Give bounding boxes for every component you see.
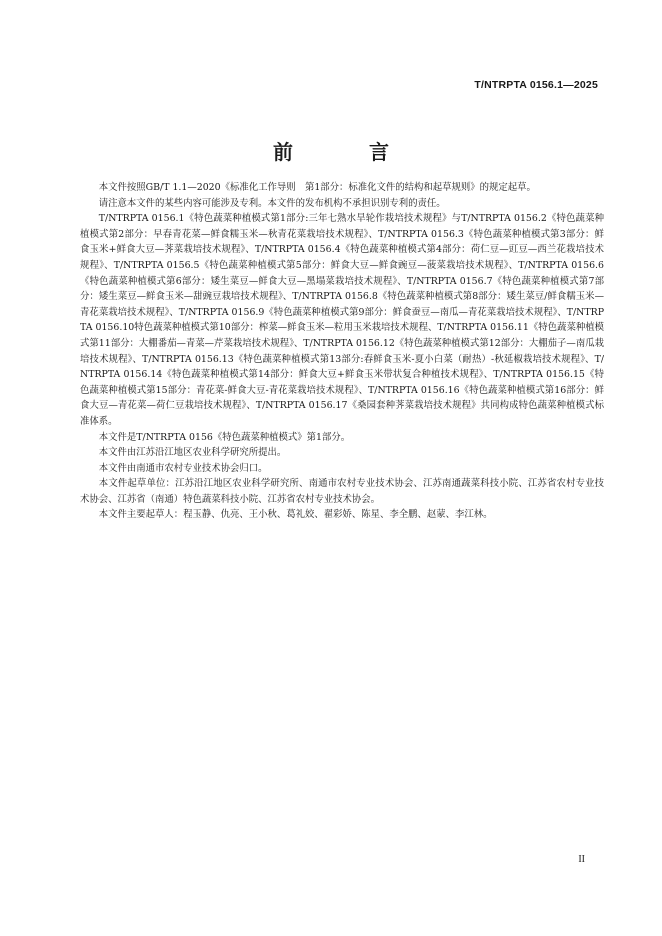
foreword-body	[80, 180, 604, 523]
paragraph-drafting-rules: 本文件按照GB/T 1.1—2020《标准化工作导则 第1部分：标准化文件的结构和起草规则》的规定起草。	[98, 182, 536, 193]
document-code: T/NTRPTA 0156.1—2025	[474, 79, 598, 91]
page-number: II	[578, 854, 585, 865]
page-title: 前 言	[273, 140, 417, 164]
paragraph-patent-notice: 请注意本文件的某些内容可能涉及专利。本文件的发布机构不承担识别专利的责任。	[98, 197, 446, 209]
paragraph-proposer: 本文件由江苏沿江地区农业科学研究所提出。	[98, 447, 287, 459]
paragraph-part-statement: 本文件是T/NTRPTA 0156《特色蔬菜种植模式》第1部分。	[98, 431, 351, 443]
paragraph-administrator: 本文件由南通市农村专业技术协会归口。	[98, 462, 268, 474]
paragraph-drafters: 本文件主要起草人：程玉静、仇亮、王小秋、葛礼姣、翟彩娇、陈星、李全鹏、赵蒙、李江林。	[98, 509, 493, 521]
paragraph-drafting-units: 本文件起草单位：江苏沿江地区农业科学研究所、南通市农村专业技术协会、江苏南通蔬菜科技小院、江苏省农村专业技术协会、江苏省（南通）特色蔬菜科技小院、江苏省农村专业技术协会。	[80, 478, 604, 505]
paragraph-standard-series: T/NTRPTA 0156.1《特色蔬菜种植模式第1部分:三年七熟水旱轮作栽培技术规程》与T/NTRPTA 0156.2《特色蔬菜种植模式第2部分：早春青花菜—鲜食糯玉米—秋青花菜栽培技术规程》、T/NTRPTA 0156.3《特色蔬菜种植模式第3部分：鲜食玉米+鲜食大豆—荠菜栽培技术规程》、T/NTRPTA 0156.4《特色蔬菜种植模式第4部分：荷仁豆—豇豆—西兰花栽培技术规程》、T/NTRPTA 0156.5《特色蔬菜种植模式第5部分：鲜食大豆—鲜食豌豆—菠菜栽培技术规程》、T/NTRPTA 0156.6《特色蔬菜种植模式第6部分：矮生菜豆—鲜食大豆—黑塌菜栽培技术规程》、T/NTRPTA 0156.7《特色蔬菜种植模式第7部分：矮生菜豆—鲜食玉米—甜豌豆栽培技术规程》、T/NTRPTA 0156.8《特色蔬菜种植模式第8部分：矮生菜豆/鲜食糯玉米—青花菜栽培技术规程》、T/NTRPTA 0156.9《特色蔬菜种植模式第9部分：鲜食蚕豆—南瓜—青花菜栽培技术规程》、T/NTRPTA 0156.10特色蔬菜种植模式第10部分：榨菜—鲜食玉米—粒用玉米栽培技术规程、T/NTRPTA 0156.11《特色蔬菜种植模式第11部分：大棚番茄—青菜—芹菜栽培技术规程》、T/NTRPTA 0156.12《特色蔬菜种植模式第12部分：大棚茄子—南瓜栽培技术规程》、T/NTRPTA 0156.13《特色蔬菜种植模式第13部分:春鲜食玉米-夏小白菜（耐热）-秋延椒栽培技术规程》、T/NTRPTA 0156.14《特色蔬菜种植模式第14部分：鲜食大豆+鲜食玉米带状复合种植技术规程》、T/NTRPTA 0156.15《特色蔬菜种植模式第15部分：青花菜-鲜食大豆-青花菜栽培技术规程》、T/NTRPTA 0156.16《特色蔬菜种植模式第16部分：鲜食大豆—青花菜—荷仁豆栽培技术规程》、T/NTRPTA 0156.17《桑园套种荠菜栽培技术规程》共同构成特色蔬菜种植模式标准体系。	[80, 213, 604, 427]
